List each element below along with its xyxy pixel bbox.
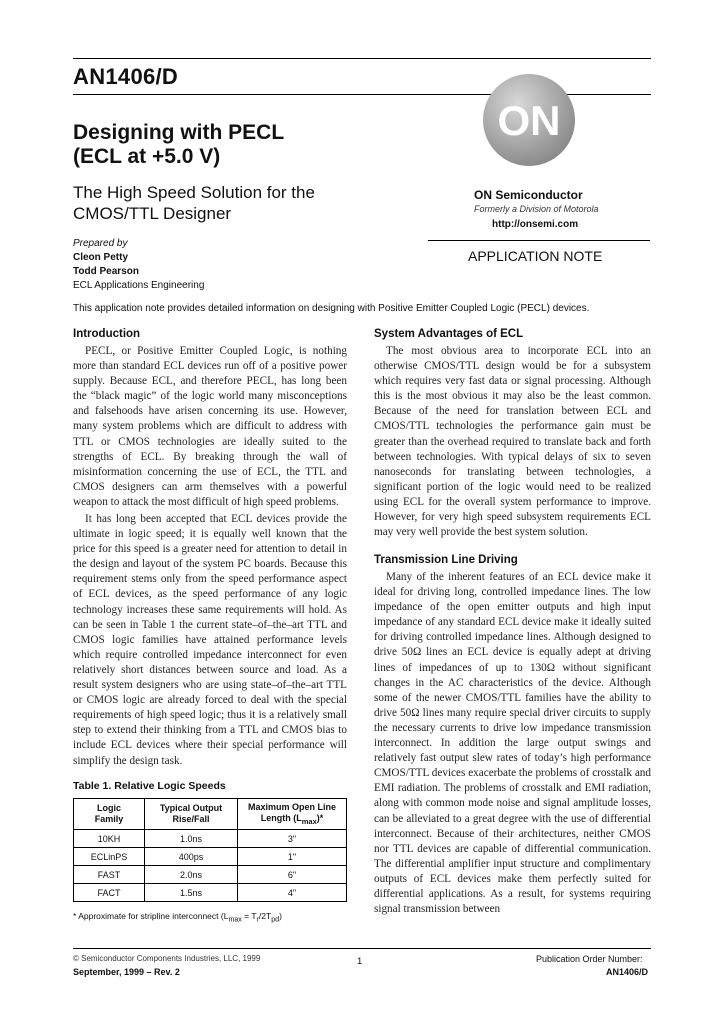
subtitle-line-1: The High Speed Solution for the (73, 183, 315, 202)
header-logic-family (74, 799, 145, 830)
document-number: AN1406/D (73, 64, 179, 89)
cell-family: 10KH (74, 830, 145, 848)
cell-family: ECLinPS (74, 848, 145, 866)
company-name: ON Semiconductor (474, 188, 583, 202)
transmission-line-paragraph: Many of the inherent features of an ECL device make it ideal for driving long, controlled impedance lines. The low impedance of the open emitter outputs and high input impedance of any standard ECL device make it ideally suited for driving controlled impedance lines. Although designed to drive 50Ω lines an ECL device is equally adept at driving lines of impedances of up to 130Ω without significant changes in the AC characteristics of the device. Although some of the newer CMOS/TTL families have the ability to drive 50Ω lines many require special driver circuits to supply the necessary currents to drive low impedance transmission interconnect. In addition the large output swings and relatively fast output slew rates of today’s high performance CMOS/TTL devices exacerbate the problems of crosstalk and EMI radiation. The problems of crosstalk and EMI radiation, along with common mode noise and signal amplitude losses, can be alleviated to a great degree with the use of differential interconnect. Because of their architectures, neither CMOS nor TTL devices are capable of differential communication. The differential amplifier input structure and complimentary outputs of ECL devices make them perfectly suited for differential applications. As a result, for systems requiring signal transmission between (374, 571, 651, 916)
header-text: Typical Output (159, 803, 223, 813)
table-footnote (73, 911, 282, 924)
system-advantages-heading: System Advantages of ECL (374, 328, 524, 340)
footnote-text: /2T (258, 911, 272, 921)
publication-order-number: AN1406/D (606, 967, 649, 977)
footer-rule (73, 948, 651, 949)
table-caption: Table 1. Relative Logic Speeds (73, 780, 226, 792)
cell-rise: 400ps (145, 848, 238, 866)
table-row (74, 866, 347, 884)
footnote-text: = T (241, 911, 257, 921)
header-text: Rise/Fall (172, 814, 210, 824)
introduction-heading: Introduction (73, 328, 141, 340)
header-text: Maximum Open Line (247, 801, 336, 812)
author-group: ECL Applications Engineering (73, 280, 205, 291)
header-text: Logic (97, 803, 121, 813)
cell-family: FAST (74, 866, 145, 884)
cell-length: 4" (238, 884, 347, 902)
footnote-subscript: pd (271, 915, 280, 924)
copyright-notice: © Semiconductor Components Industries, LLC, 1999 (73, 954, 261, 963)
table-header-row (74, 799, 347, 830)
table-row (74, 848, 347, 866)
header-text: Length (L (260, 812, 302, 823)
logo-text: ON (497, 97, 561, 144)
publication-order-label: Publication Order Number: (536, 954, 643, 964)
footnote-text: * Approximate for stripline interconnect (L (73, 911, 229, 921)
header-text: Family (94, 814, 124, 824)
transmission-line-heading: Transmission Line Driving (374, 554, 518, 566)
title-line-1: Designing with PECL (73, 121, 285, 144)
logic-speeds-table (73, 798, 347, 902)
cell-rise: 1.0ns (145, 830, 238, 848)
header-text: )* (316, 812, 324, 823)
introduction-paragraph-2: It has long been accepted that ECL devices provide the ultimate in logic speed; it is equally well known that the price for this speed is a greater need for attention to detail in the design and layout of the system PC boards. Because this requirement stems only from the speed performance aspect of ECL devices, as the speed performance of any logic technology increases these same requirements will hold. As can be seen in Table 1 the current state–of–the–art TTL and CMOS logic families have attained performance levels which require controlled impedance interconnect for even relatively short distances between source and load. As a result system designers who are using state–of–the–art TTL or CMOS logic are already forced to deal with the special requirements of high speed logic; thus it is a relatively small step to extend their thinking from a TTL and CMOS bias to include ECL devices where their special performance will simplify the design task. (73, 513, 347, 767)
title-line-2: (ECL at +5.0 V) (73, 145, 221, 168)
author-2: Todd Pearson (73, 266, 139, 277)
company-formerly: Formerly a Division of Motorola (474, 204, 599, 214)
cell-length: 1" (238, 848, 347, 866)
author-1: Cleon Petty (73, 252, 129, 263)
footnote-subscript: max (228, 915, 242, 924)
system-advantages-paragraph: The most obvious area to incorporate ECL into an otherwise CMOS/TTL design would be for a subsystem which requires very fast data or signal processing. Although this is the most obvious it may also be the least common. Because of the need for translation between ECL and CMOS/TTL technologies the performance gain must be greater than the overhead required to translate back and forth between technologies. With typical delays of six to seven nanoseconds for translating between technologies, a significant portion of the logic would need to be realized using ECL for the overall system performance to improve. However, for very high speed subsystem requirements ECL may very well provide the best system solution. (374, 345, 651, 539)
page-number: 1 (357, 956, 363, 967)
prepared-by-label: Prepared by (73, 238, 128, 249)
cell-length: 6" (238, 866, 347, 884)
company-url-link[interactable]: http://onsemi.com (492, 219, 579, 230)
cell-rise: 2.0ns (145, 866, 238, 884)
brand-rule (428, 240, 650, 241)
application-note-label: APPLICATION NOTE (468, 248, 603, 264)
header-max-length (238, 799, 347, 830)
subtitle-line-2: CMOS/TTL Designer (73, 204, 232, 223)
revision-date: September, 1999 – Rev. 2 (73, 967, 180, 977)
footnote-subscript: r (256, 915, 259, 924)
cell-family: FACT (74, 884, 145, 902)
table-row (74, 830, 347, 848)
table-row (74, 884, 347, 902)
top-rule (73, 58, 651, 59)
on-semiconductor-logo-icon (482, 73, 576, 167)
header-rise-fall (145, 799, 238, 830)
header-subscript: max (301, 816, 317, 826)
cell-rise: 1.5ns (145, 884, 238, 902)
summary-text: This application note provides detailed information on designing with Positive Emitter Coupled Logic (PECL) devices. (73, 303, 590, 314)
cell-length: 3" (238, 830, 347, 848)
footnote-text: ) (279, 911, 282, 921)
introduction-paragraph-1: PECL, or Positive Emitter Coupled Logic, is nothing more than standard ECL devices run off of a positive power supply. Because ECL, and therefore PECL, has long been the “black magic” of the logic world many misconceptions and falsehoods have arisen concerning its use. However, many system problems which are difficult to address with TTL or CMOS technologies are ideally suited to the strengths of ECL. By breaking through the wall of misinformation concerning the use of ECL, the TTL and CMOS designers can arm themselves with a powerful weapon to attack the most difficult of high speed problems. (73, 345, 347, 508)
